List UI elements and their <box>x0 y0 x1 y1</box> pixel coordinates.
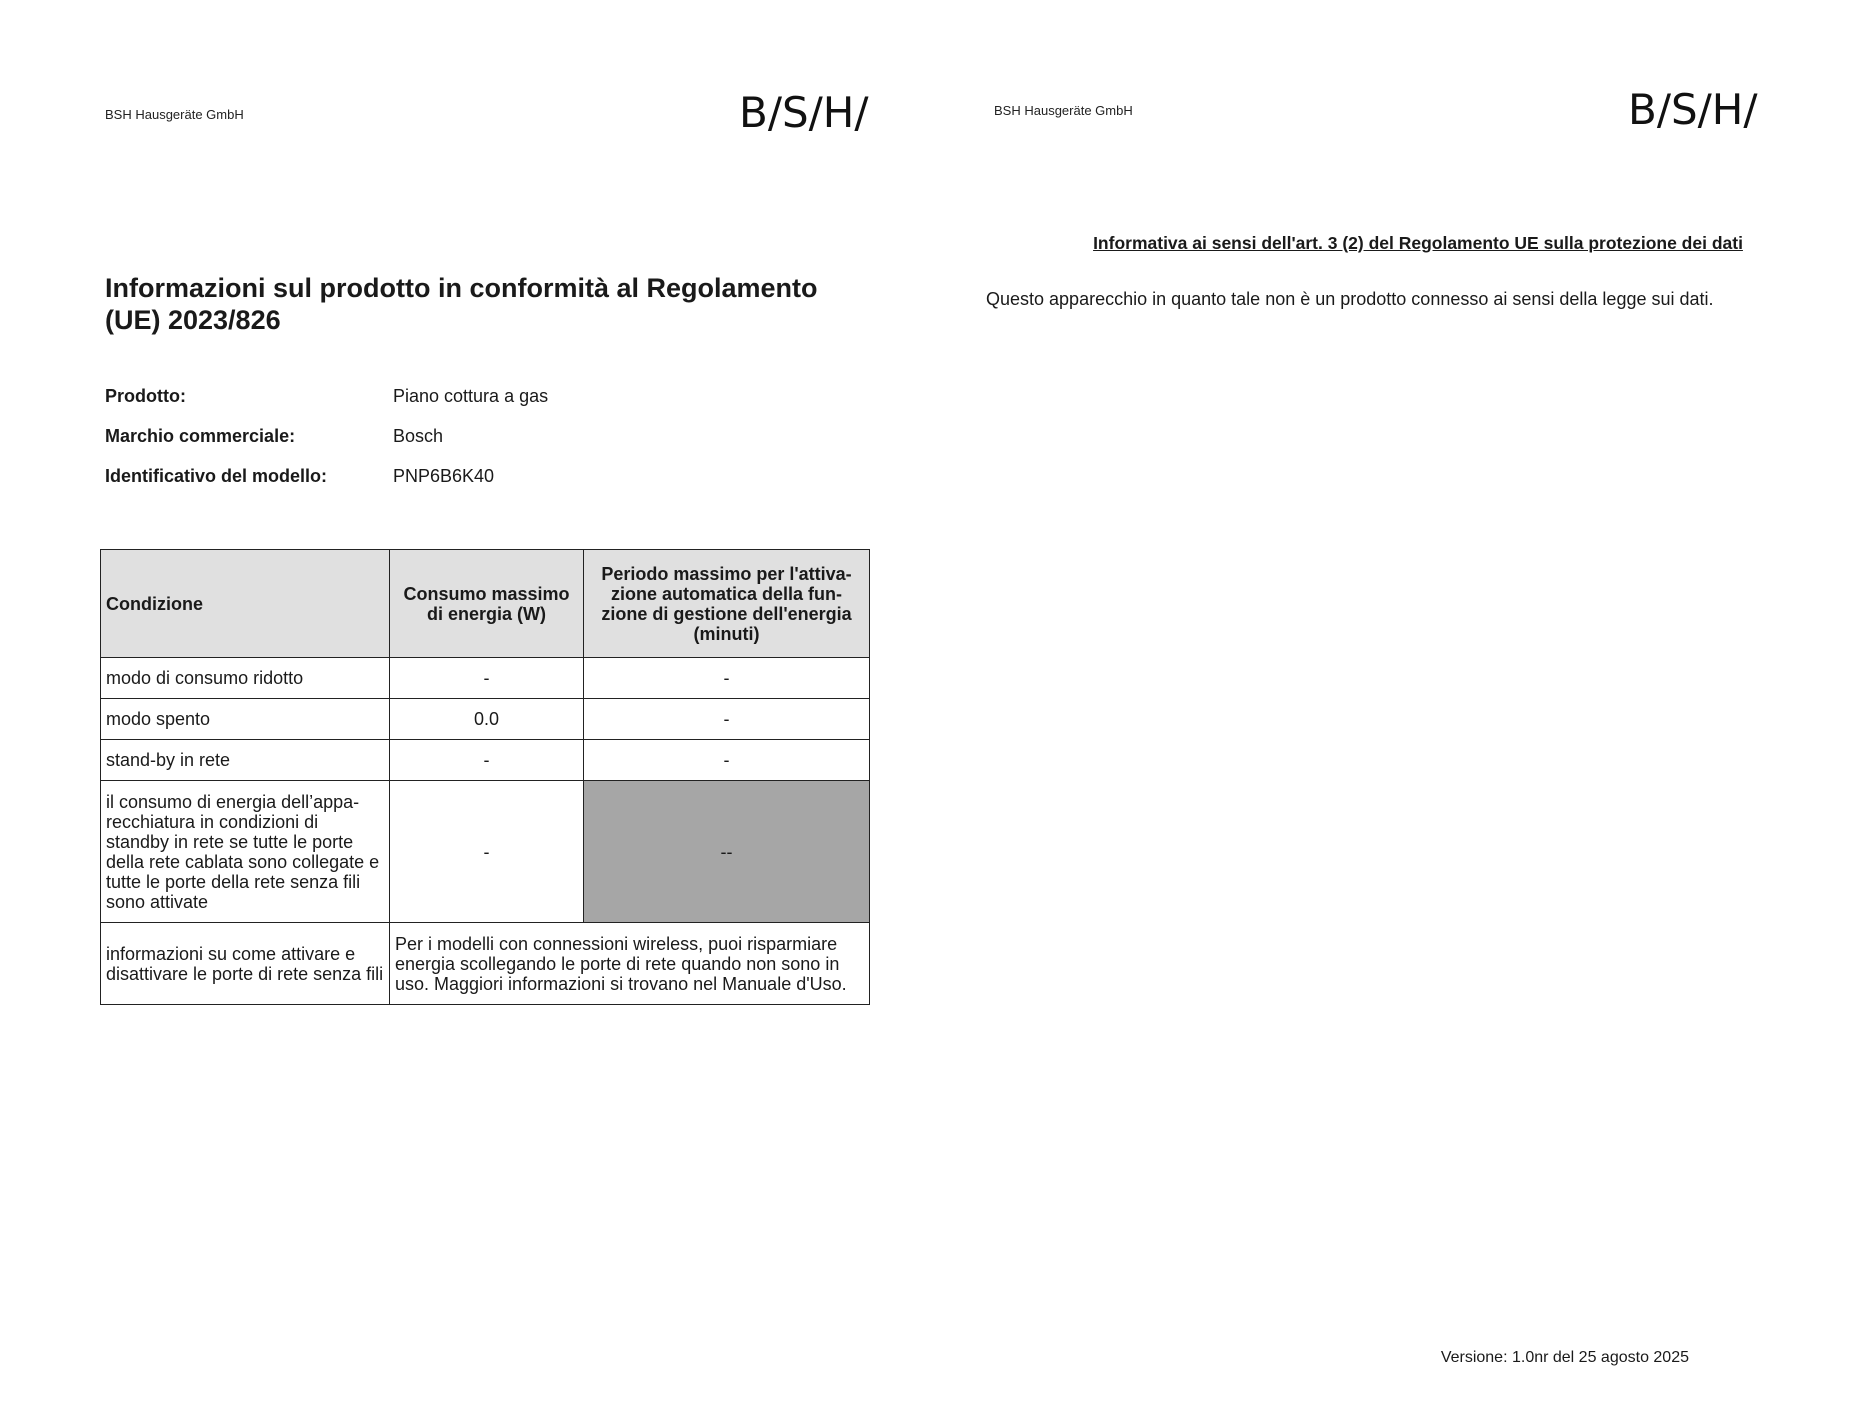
energy-table <box>100 549 870 1005</box>
data-protection-notice-text: Questo apparecchio in quanto tale non è un prodotto connesso ai sensi della legge sui dati. <box>986 289 1714 309</box>
data-protection-notice-title: Informativa ai sensi dell'art. 3 (2) del Regolamento UE sulla protezione dei dati <box>1093 233 1743 253</box>
company-name: BSH Hausgeräte GmbH <box>105 107 244 122</box>
info-label: Identificativo del modello: <box>105 466 328 486</box>
cell-condition: modo spento <box>101 699 390 740</box>
table-row <box>101 699 870 740</box>
info-row-product <box>105 386 548 426</box>
product-info <box>105 386 548 506</box>
cell-power: - <box>390 658 584 699</box>
table-header-row <box>101 550 870 658</box>
cell-power: 0.0 <box>390 699 584 740</box>
cell-power: - <box>390 740 584 781</box>
table-row-wireless <box>101 923 870 1005</box>
info-row-brand <box>105 426 548 466</box>
right-page <box>932 0 1864 1412</box>
bsh-logo: B/S/H/ <box>1628 85 1758 134</box>
company-name: BSH Hausgeräte GmbH <box>994 103 1133 118</box>
cell-condition: il consumo di energia dell’appa-recchiatura in condizioni di standby in rete se tutte le porte della rete cablata sono collegate e tutte le porte della rete senza fili sono attivate <box>101 781 390 923</box>
header-power: Consumo massimo di energia (W) <box>390 550 584 658</box>
version-info: Versione: 1.0nr del 25 agosto 2025 <box>1440 1349 1689 1366</box>
header-condition: Condizione <box>101 550 390 658</box>
cell-condition: modo di consumo ridotto <box>101 658 390 699</box>
info-value: Bosch <box>393 426 444 446</box>
cell-condition: stand-by in rete <box>101 740 390 781</box>
cell-wireless-info: Per i modelli con connessioni wireless, puoi risparmiare energia scollegando le porte di rete quando non sono in uso. Maggiori informazioni si trovano nel Manuale d'Uso. <box>390 923 870 1005</box>
cell-power: - <box>390 781 584 923</box>
info-label: Marchio commerciale: <box>105 426 296 446</box>
document-title: Informazioni sul prodotto in conformità al Regolamento (UE) 2023/826 <box>105 273 818 335</box>
cell-period: - <box>584 699 870 740</box>
info-value: Piano cottura a gas <box>393 386 549 406</box>
table-row <box>101 781 870 923</box>
header-period: Periodo massimo per l'attiva-zione automatica della fun-zione di gestione dell'energia (minuti) <box>584 550 870 658</box>
table-row <box>101 658 870 699</box>
cell-period: - <box>584 740 870 781</box>
info-row-model <box>105 466 548 506</box>
cell-period-shaded: -- <box>584 781 870 923</box>
info-label: Prodotto: <box>105 386 186 406</box>
cell-period: - <box>584 658 870 699</box>
table-row <box>101 740 870 781</box>
info-value: PNP6B6K40 <box>393 466 495 486</box>
bsh-logo: B/S/H/ <box>739 88 869 137</box>
cell-condition: informazioni su come attivare e disattivare le porte di rete senza fili <box>101 923 390 1005</box>
